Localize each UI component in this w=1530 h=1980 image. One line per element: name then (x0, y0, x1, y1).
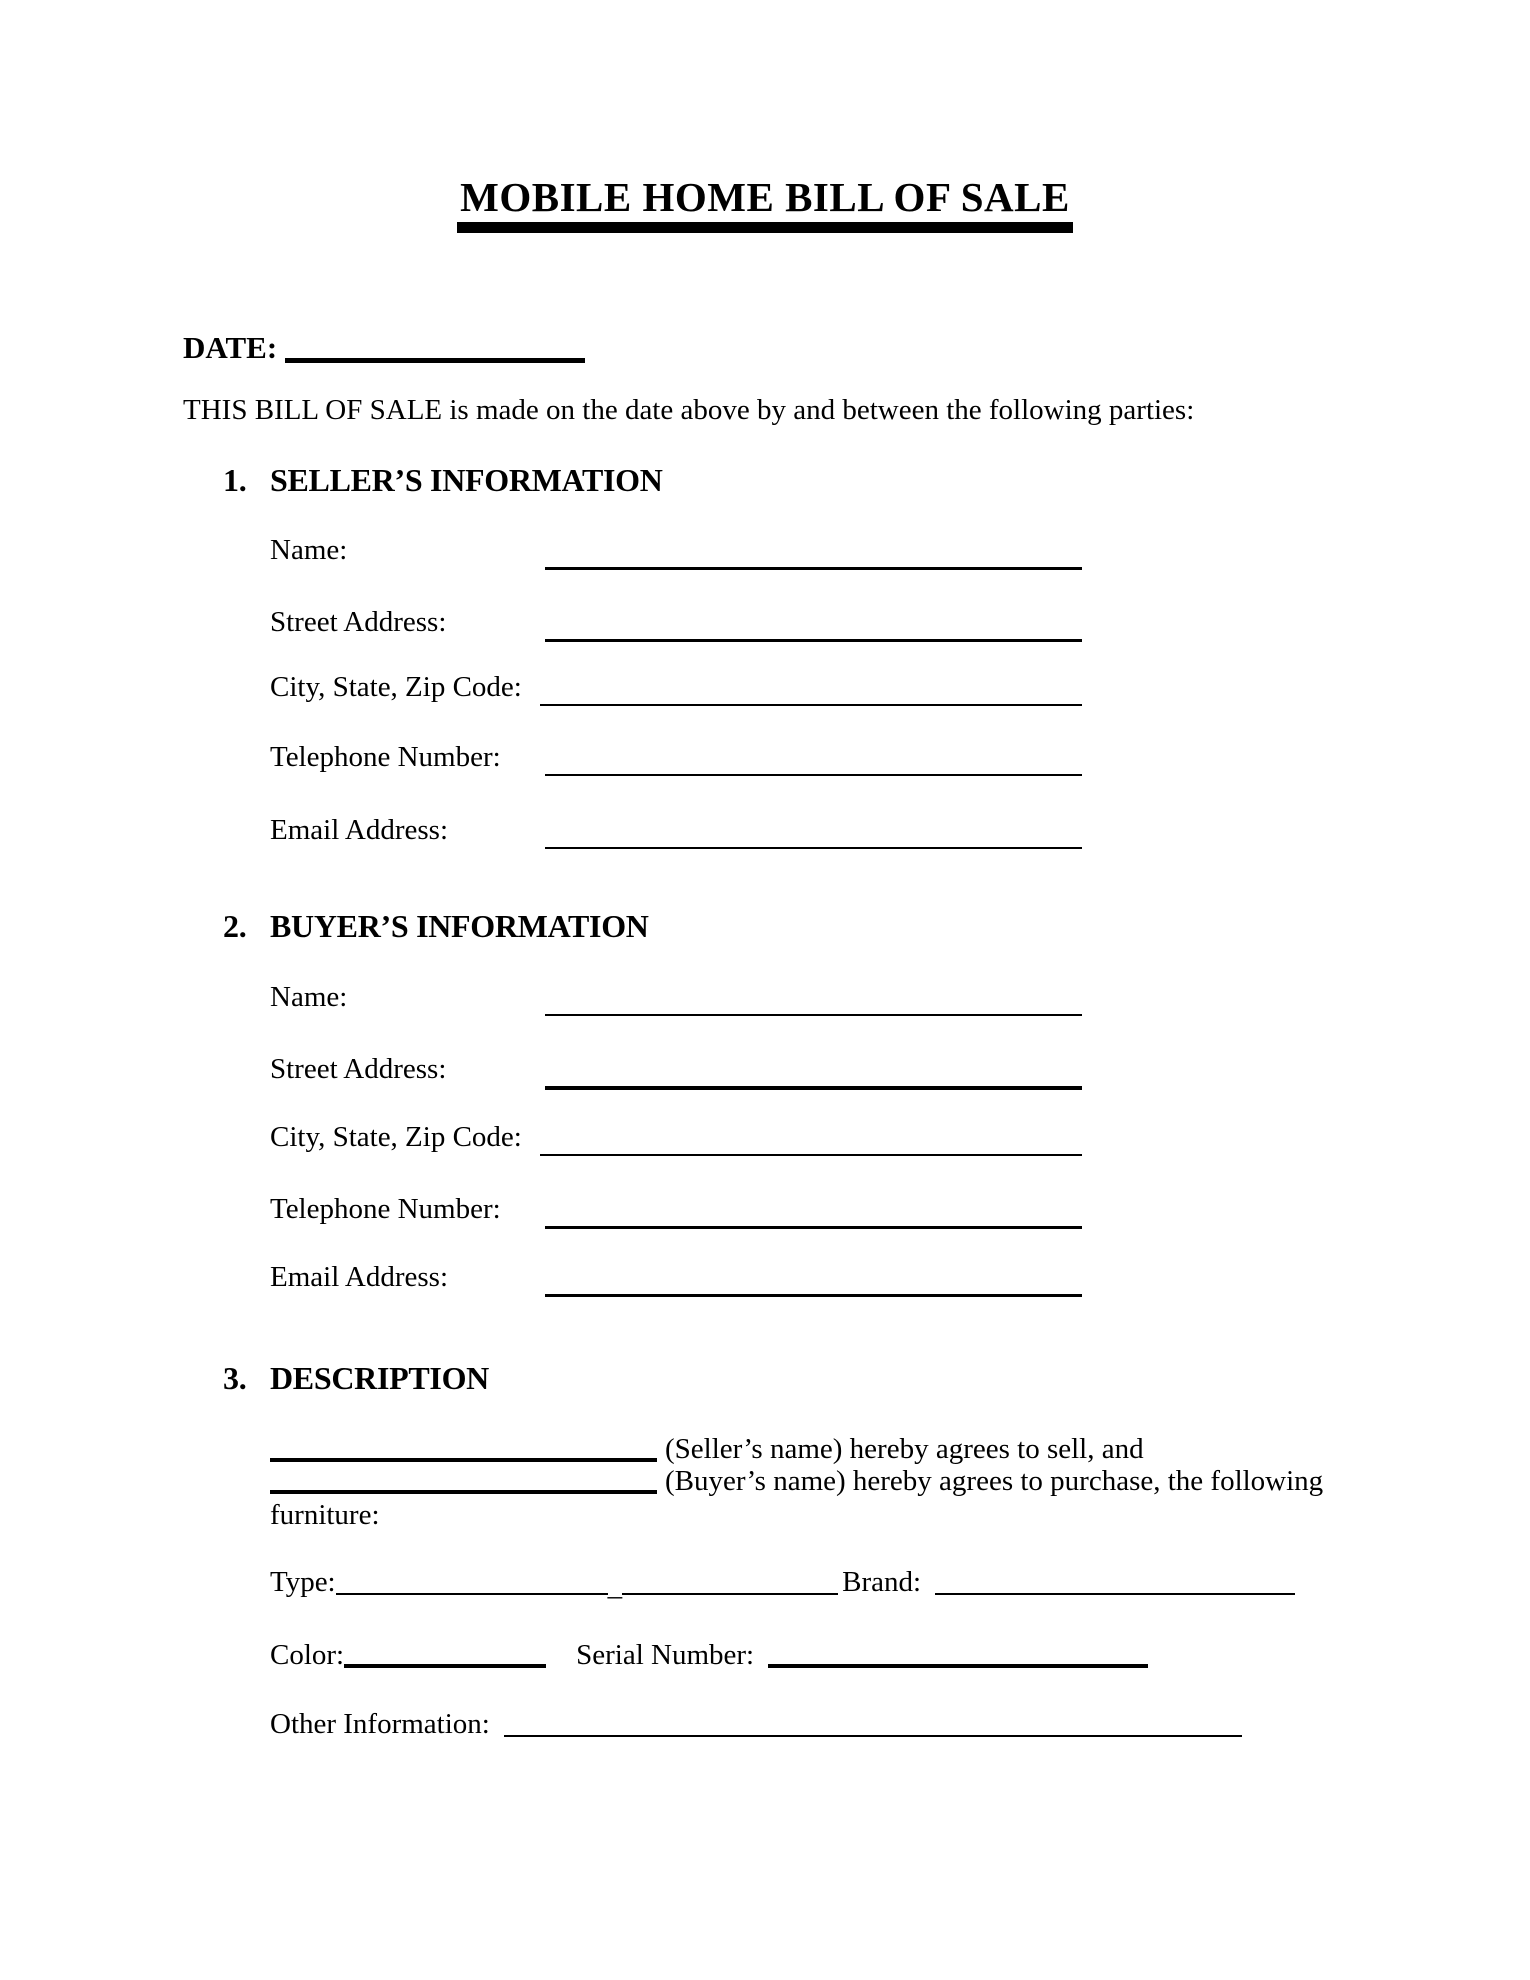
description-buyer-clause: (Buyer’s name) hereby agrees to purchase, the following (665, 1465, 1324, 1497)
seller-city-row (270, 673, 522, 702)
description-buyer-row (270, 1467, 1323, 1496)
serial-number-input-line[interactable] (768, 1663, 1148, 1668)
seller-phone-label: Telephone Number: (270, 741, 501, 773)
other-information-label: Other Information: (270, 1708, 490, 1740)
buyer-email-input-line[interactable] (545, 1263, 1082, 1297)
seller-section-heading (223, 464, 663, 496)
date-row (183, 332, 585, 363)
seller-phone-row (270, 743, 501, 772)
description-section-title: DESCRIPTION (270, 1360, 489, 1396)
buyer-street-input-line[interactable] (545, 1055, 1082, 1090)
buyer-email-row (270, 1263, 448, 1292)
buyer-city-label: City, State, Zip Code: (270, 1121, 522, 1153)
color-label: Color: (270, 1639, 345, 1671)
serial-number-label: Serial Number: (576, 1639, 755, 1671)
buyer-street-label: Street Address: (270, 1053, 447, 1085)
date-input-line[interactable] (285, 357, 585, 363)
type-brand-row (270, 1566, 1295, 1602)
seller-email-row (270, 816, 448, 845)
seller-name-label: Name: (270, 534, 348, 566)
description-furniture-row (270, 1501, 380, 1530)
date-label: DATE: (183, 330, 278, 365)
other-information-input-line[interactable] (504, 1734, 1242, 1737)
description-section-number: 3. (223, 1360, 247, 1396)
description-section-heading (223, 1362, 489, 1394)
intro-paragraph: THIS BILL OF SALE is made on the date above by and between the following parties: (183, 394, 1195, 426)
seller-city-label: City, State, Zip Code: (270, 671, 522, 703)
buyer-city-input-line[interactable] (540, 1123, 1082, 1156)
buyer-section-number: 2. (223, 908, 247, 944)
description-buyer-name-line[interactable] (270, 1489, 657, 1494)
seller-email-input-line[interactable] (545, 816, 1082, 849)
buyer-name-label: Name: (270, 981, 348, 1013)
description-seller-row (270, 1435, 1144, 1464)
furniture-label: furniture: (270, 1499, 380, 1531)
seller-street-row (270, 608, 446, 637)
color-input-line[interactable] (344, 1663, 546, 1668)
buyer-email-label: Email Address: (270, 1261, 449, 1293)
seller-street-label: Street Address: (270, 606, 447, 638)
document-title: MOBILE HOME BILL OF SALE (457, 177, 1073, 233)
type-input-line[interactable] (336, 1592, 608, 1595)
seller-phone-input-line[interactable] (545, 743, 1082, 776)
type-line-connector: _ (607, 1570, 623, 1602)
buyer-section-heading (223, 910, 649, 942)
buyer-phone-row (270, 1195, 501, 1224)
type-label: Type: (270, 1566, 336, 1598)
seller-section-number: 1. (223, 462, 247, 498)
buyer-name-input-line[interactable] (545, 983, 1082, 1016)
description-seller-name-line[interactable] (270, 1457, 657, 1462)
other-information-row (270, 1710, 1242, 1739)
seller-section-title: SELLER’S INFORMATION (270, 462, 663, 498)
seller-city-input-line[interactable] (540, 673, 1082, 706)
buyer-phone-label: Telephone Number: (270, 1193, 501, 1225)
buyer-name-row (270, 983, 347, 1012)
description-seller-clause: (Seller’s name) hereby agrees to sell, and (665, 1433, 1144, 1465)
seller-email-label: Email Address: (270, 814, 449, 846)
buyer-phone-input-line[interactable] (545, 1195, 1082, 1229)
brand-input-line[interactable] (935, 1592, 1295, 1595)
seller-name-input-line[interactable] (545, 536, 1082, 570)
seller-street-input-line[interactable] (545, 608, 1082, 642)
buyer-city-row (270, 1123, 522, 1152)
buyer-street-row (270, 1055, 446, 1084)
title-wrap (0, 174, 1530, 233)
seller-name-row (270, 536, 347, 565)
buyer-section-title: BUYER’S INFORMATION (270, 908, 649, 944)
brand-label: Brand: (842, 1566, 922, 1598)
color-serial-row (270, 1641, 1148, 1670)
type-input-line-2[interactable] (622, 1592, 838, 1595)
